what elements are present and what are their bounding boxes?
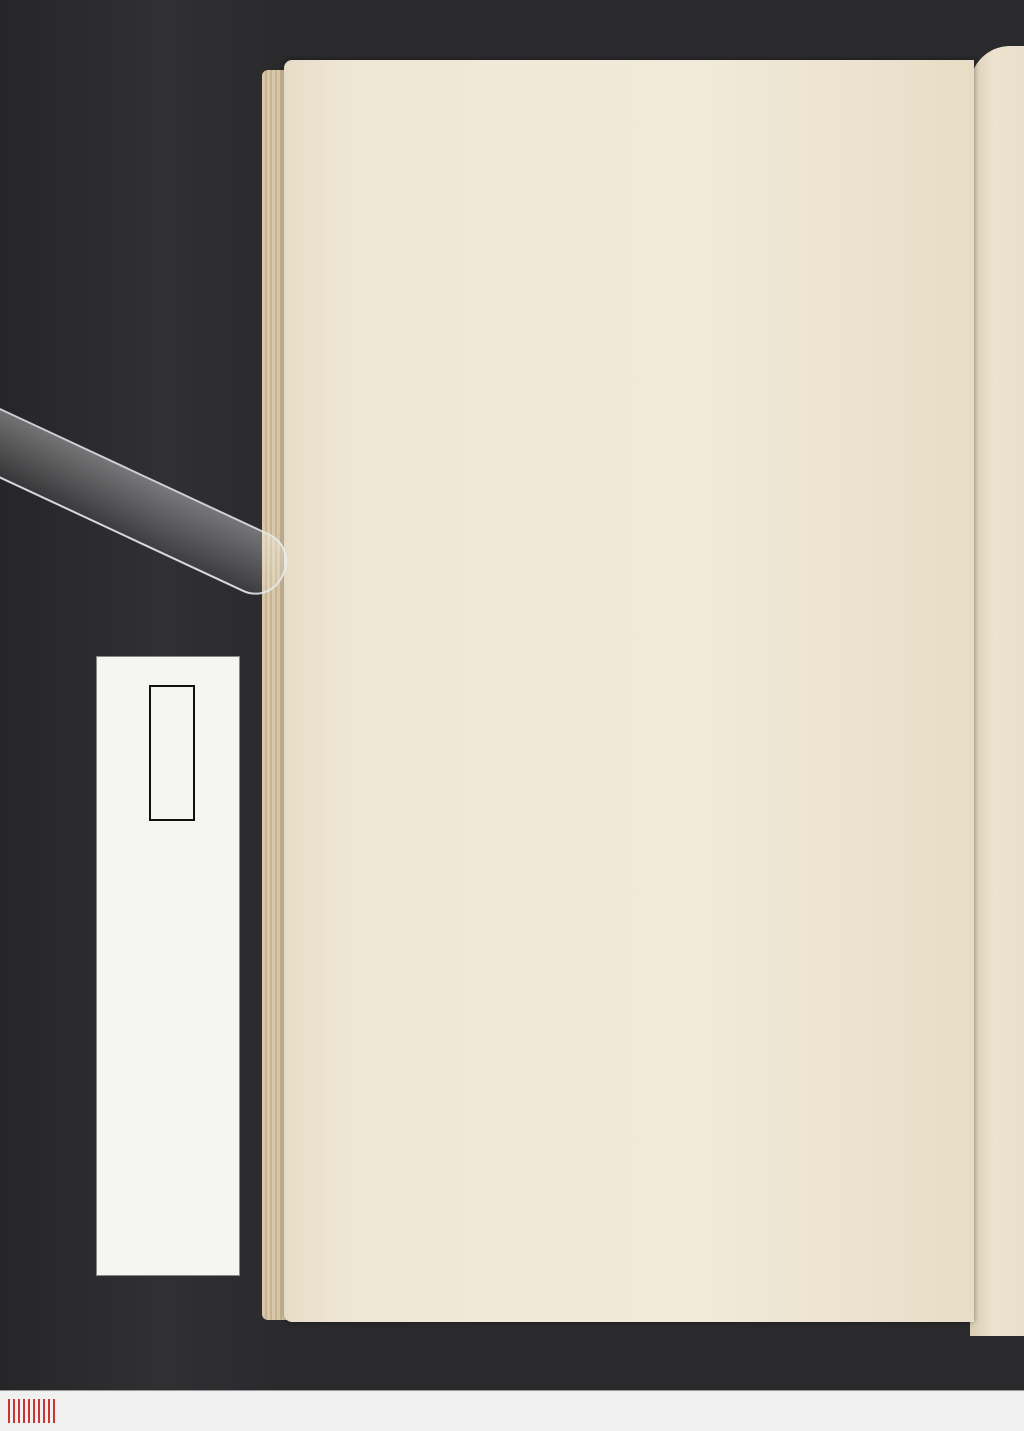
barcode-icon [8, 1399, 58, 1423]
running-head [406, 132, 950, 176]
gray-scale-ruler [96, 656, 240, 1276]
page-text [366, 132, 950, 294]
viewer-footer [0, 1390, 1024, 1431]
ruler-institution [201, 681, 241, 1261]
ruler-scale [149, 942, 193, 1262]
facing-page-edge [970, 46, 1024, 1336]
ruler-scale-label [151, 825, 185, 935]
chapter-title [384, 204, 950, 260]
gray-swatches [149, 685, 195, 821]
